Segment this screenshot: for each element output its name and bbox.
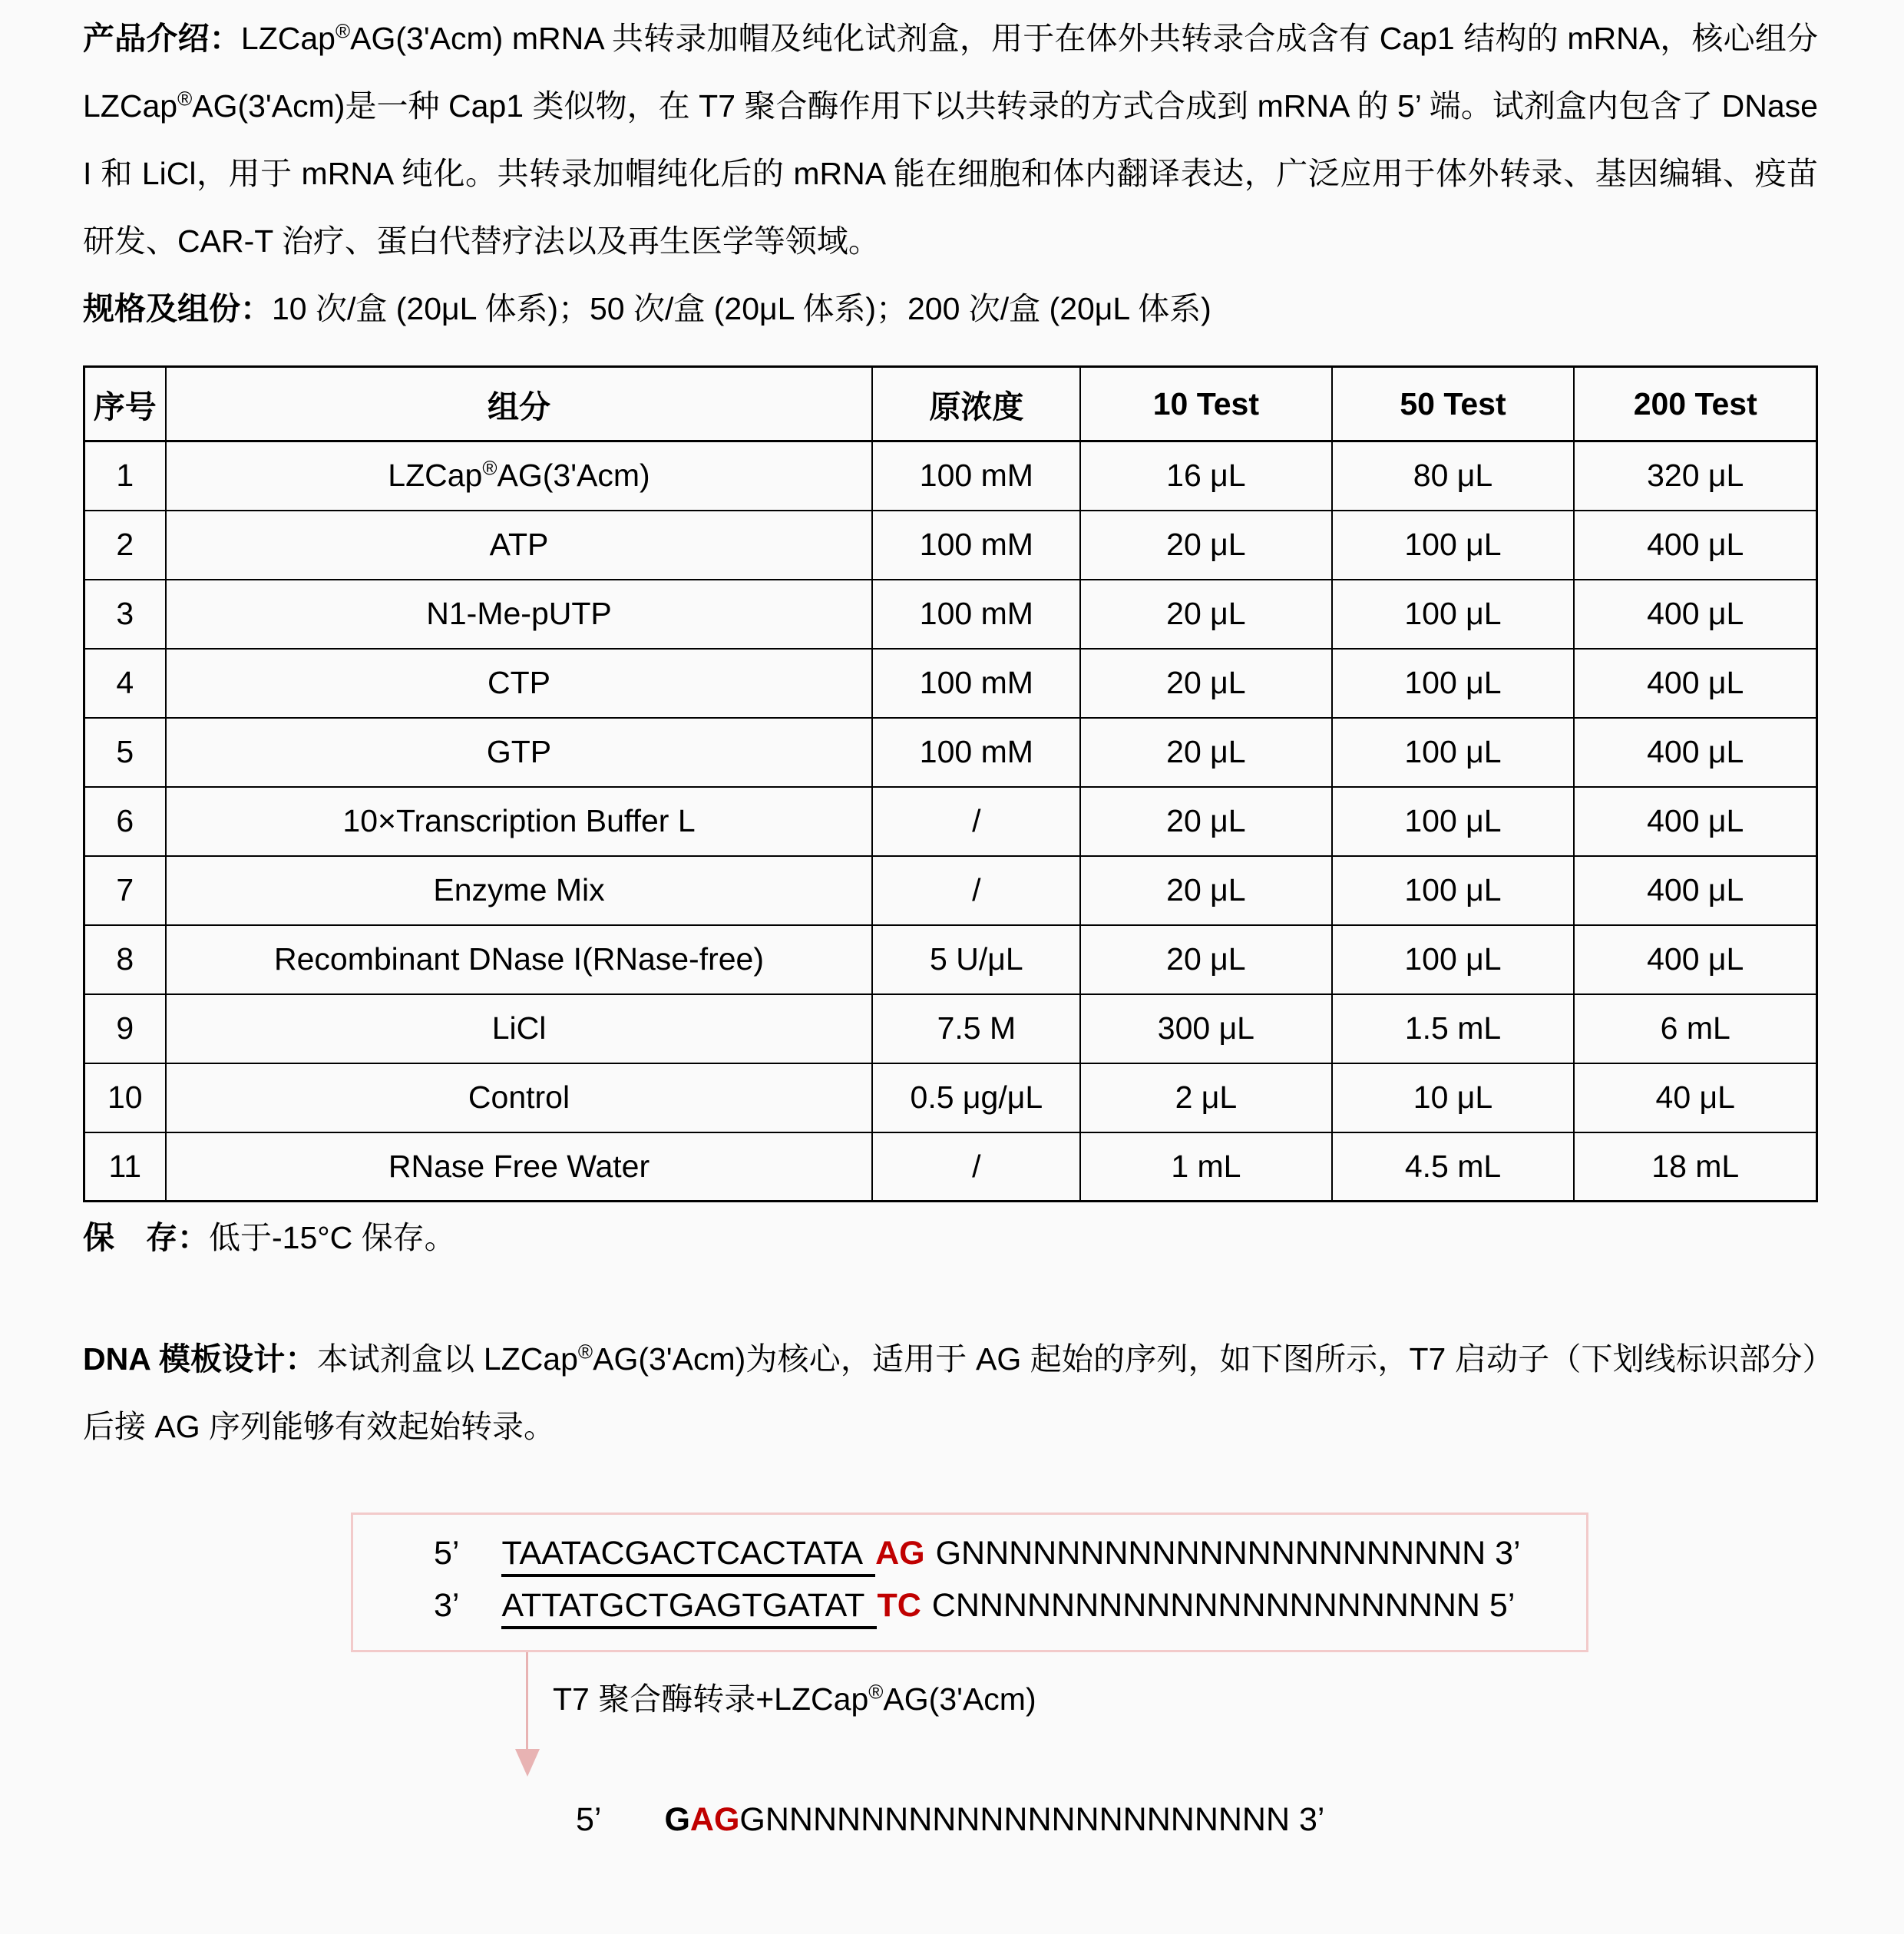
table-cell: 100 μL xyxy=(1332,856,1575,925)
product-intro-text-3: AG(3'Acm)是一种 Cap1 类似物，在 T7 聚合酶作用下以共转录的方式合成到 mRNA 的 5’ 端。试剂盒内包含了 DNase I 和 LiCl，用于 mRNA 纯化。共转录加帽纯化后的 mRNA 能在细胞和体内翻译表达，广泛应用于体外转录、基因编辑、疫苗研发、CAR-T 治疗、蛋白代替疗法以及再生医学等领域。 xyxy=(83,88,1818,259)
table-cell: 3 xyxy=(84,580,166,649)
t7-promoter-sequence: TAATACGACTCACTATA xyxy=(501,1535,875,1577)
table-cell: GTP xyxy=(166,718,873,787)
table-cell: 11 xyxy=(84,1132,166,1202)
table-cell: RNase Free Water xyxy=(166,1132,873,1202)
table-cell: 8 xyxy=(84,925,166,994)
specification-line xyxy=(83,275,1818,342)
components-table xyxy=(83,365,1818,1202)
sense-downstream-sequence: GNNNNNNNNNNNNNNNNNNNNNN 3’ xyxy=(935,1535,1521,1572)
down-arrowhead-icon xyxy=(515,1749,540,1777)
table-row xyxy=(84,856,1817,925)
table-header-cell: 10 Test xyxy=(1080,367,1331,441)
table-cell: / xyxy=(872,856,1080,925)
cap-g-base: G xyxy=(664,1801,690,1838)
product-intro-text-2: AG(3'Acm) mRNA 共转录加帽及纯化试剂盒，用于在体外共转录合成含有 Cap1 结构的 mRNA，核心组分 LZCap xyxy=(83,21,1818,124)
table-cell: 20 μL xyxy=(1080,511,1331,580)
product-intro-label: 产品介绍： xyxy=(83,21,241,56)
table-cell: 10 xyxy=(84,1063,166,1132)
table-cell: 80 μL xyxy=(1332,441,1575,511)
dna-template-diagram-box xyxy=(351,1512,1588,1652)
table-cell: 100 mM xyxy=(872,649,1080,718)
dna-design-label: DNA 模板设计： xyxy=(83,1341,317,1377)
table-cell: 100 μL xyxy=(1332,511,1575,580)
table-body xyxy=(84,441,1817,1202)
table-cell: 400 μL xyxy=(1574,718,1816,787)
table-cell: 18 mL xyxy=(1574,1132,1816,1202)
table-cell: 0.5 μg/μL xyxy=(872,1063,1080,1132)
table-cell: CTP xyxy=(166,649,873,718)
table-cell: 1.5 mL xyxy=(1332,994,1575,1063)
table-row xyxy=(84,787,1817,856)
t7-promoter-complement-sequence: ATTATGCTGAGTGATAT xyxy=(501,1587,877,1629)
table-cell: 20 μL xyxy=(1080,856,1331,925)
table-cell: 20 μL xyxy=(1080,718,1331,787)
table-cell: 100 μL xyxy=(1332,925,1575,994)
table-cell: 400 μL xyxy=(1574,925,1816,994)
table-cell: 7.5 M xyxy=(872,994,1080,1063)
table-cell: N1-Me-pUTP xyxy=(166,580,873,649)
reaction-label-text-1: T7 聚合酶转录+LZCap xyxy=(553,1681,869,1717)
table-cell: 100 μL xyxy=(1332,787,1575,856)
dna-design-text-1: 本试剂盒以 LZCap xyxy=(316,1341,578,1377)
initiation-bases-tc: TC xyxy=(877,1587,921,1624)
table-cell: LiCl xyxy=(166,994,873,1063)
table-cell: 4.5 mL xyxy=(1332,1132,1575,1202)
registered-trademark-sup: ® xyxy=(177,87,193,111)
table-cell: 4 xyxy=(84,649,166,718)
storage-label: 保 存： xyxy=(83,1220,209,1255)
table-cell: Control xyxy=(166,1063,873,1132)
table-cell: Enzyme Mix xyxy=(166,856,873,925)
transcription-step xyxy=(83,1652,1818,1781)
table-cell: 20 μL xyxy=(1080,787,1331,856)
table-header-cell: 50 Test xyxy=(1332,367,1575,441)
table-cell: 400 μL xyxy=(1574,511,1816,580)
table-cell: 100 μL xyxy=(1332,718,1575,787)
table-cell: 1 mL xyxy=(1080,1132,1331,1202)
product-intro-text-1: LZCap xyxy=(240,21,336,56)
five-prime-end: 5’ xyxy=(434,1535,460,1572)
table-cell: 400 μL xyxy=(1574,787,1816,856)
storage-text: 低于-15°C 保存。 xyxy=(209,1220,456,1255)
table-cell: 16 μL xyxy=(1080,441,1331,511)
product-intro-paragraph xyxy=(83,5,1818,275)
table-row xyxy=(84,441,1817,511)
down-arrow-icon xyxy=(526,1652,528,1751)
registered-trademark-sup: ® xyxy=(577,1340,593,1364)
table-cell: 10 μL xyxy=(1332,1063,1575,1132)
table-row xyxy=(84,1132,1817,1202)
table-cell: 20 μL xyxy=(1080,580,1331,649)
antisense-strand-line xyxy=(434,1579,1571,1632)
table-row xyxy=(84,580,1817,649)
table-cell: 40 μL xyxy=(1574,1063,1816,1132)
table-cell: 320 μL xyxy=(1574,441,1816,511)
table-cell: 100 μL xyxy=(1332,580,1575,649)
table-cell: 6 xyxy=(84,787,166,856)
table-row xyxy=(84,1063,1817,1132)
product-downstream-sequence: GNNNNNNNNNNNNNNNNNNNNNN 3’ xyxy=(739,1801,1325,1838)
initiation-bases-ag: AG xyxy=(689,1801,740,1838)
table-header-cell: 组分 xyxy=(166,367,873,441)
table-row xyxy=(84,994,1817,1063)
antisense-downstream-sequence: CNNNNNNNNNNNNNNNNNNNNNN 5’ xyxy=(931,1587,1516,1624)
reaction-label-text-2: AG(3'Acm) xyxy=(883,1681,1036,1717)
table-cell: ATP xyxy=(166,511,873,580)
specification-text: 10 次/盒 (20μL 体系)；50 次/盒 (20μL 体系)；200 次/盒 (20μL 体系) xyxy=(272,291,1211,326)
table-cell: / xyxy=(872,787,1080,856)
five-prime-end: 5’ xyxy=(576,1801,602,1838)
table-cell: 2 μL xyxy=(1080,1063,1331,1132)
capped-mrna-product-line xyxy=(83,1801,1818,1839)
three-prime-end: 3’ xyxy=(434,1587,460,1624)
registered-trademark-sup: ® xyxy=(335,19,351,43)
table-cell: 6 mL xyxy=(1574,994,1816,1063)
table-cell: 100 mM xyxy=(872,441,1080,511)
table-cell: 300 μL xyxy=(1080,994,1331,1063)
table-cell: 400 μL xyxy=(1574,856,1816,925)
storage-line xyxy=(83,1204,1818,1271)
table-cell: 20 μL xyxy=(1080,925,1331,994)
table-cell: 10×Transcription Buffer L xyxy=(166,787,873,856)
table-cell: 1 xyxy=(84,441,166,511)
table-cell: 7 xyxy=(84,856,166,925)
table-cell: 2 xyxy=(84,511,166,580)
registered-trademark-sup: ® xyxy=(482,456,497,480)
table-header-cell: 原浓度 xyxy=(872,367,1080,441)
table-header-cell: 序号 xyxy=(84,367,166,441)
registered-trademark-sup: ® xyxy=(868,1680,884,1704)
table-cell: / xyxy=(872,1132,1080,1202)
table-row xyxy=(84,649,1817,718)
table-header-cell: 200 Test xyxy=(1574,367,1816,441)
table-cell: 400 μL xyxy=(1574,649,1816,718)
table-cell: 9 xyxy=(84,994,166,1063)
dna-design-text-2: AG(3'Acm)为核心，适用于 AG 起始的序列，如下图所示，T7 启动子（下划线标识部分）后接 AG 序列能够有效起始转录。 xyxy=(83,1341,1819,1444)
table-cell: Recombinant DNase I(RNase-free) xyxy=(166,925,873,994)
dna-design-paragraph xyxy=(83,1325,1818,1460)
specification-label: 规格及组份： xyxy=(83,291,272,326)
table-cell: 5 U/μL xyxy=(872,925,1080,994)
table-cell: 20 μL xyxy=(1080,649,1331,718)
transcription-reaction-label xyxy=(553,1674,1036,1719)
table-cell: LZCap®AG(3'Acm) xyxy=(166,441,873,511)
sense-strand-line xyxy=(434,1527,1571,1579)
table-cell: 100 mM xyxy=(872,511,1080,580)
table-row xyxy=(84,718,1817,787)
table-row xyxy=(84,925,1817,994)
table-cell: 100 mM xyxy=(872,580,1080,649)
table-cell: 100 μL xyxy=(1332,649,1575,718)
table-row xyxy=(84,511,1817,580)
table-cell: 5 xyxy=(84,718,166,787)
initiation-bases-ag: AG xyxy=(875,1535,925,1572)
table-header-row xyxy=(84,367,1817,441)
table-cell: 100 mM xyxy=(872,718,1080,787)
table-cell: 400 μL xyxy=(1574,580,1816,649)
